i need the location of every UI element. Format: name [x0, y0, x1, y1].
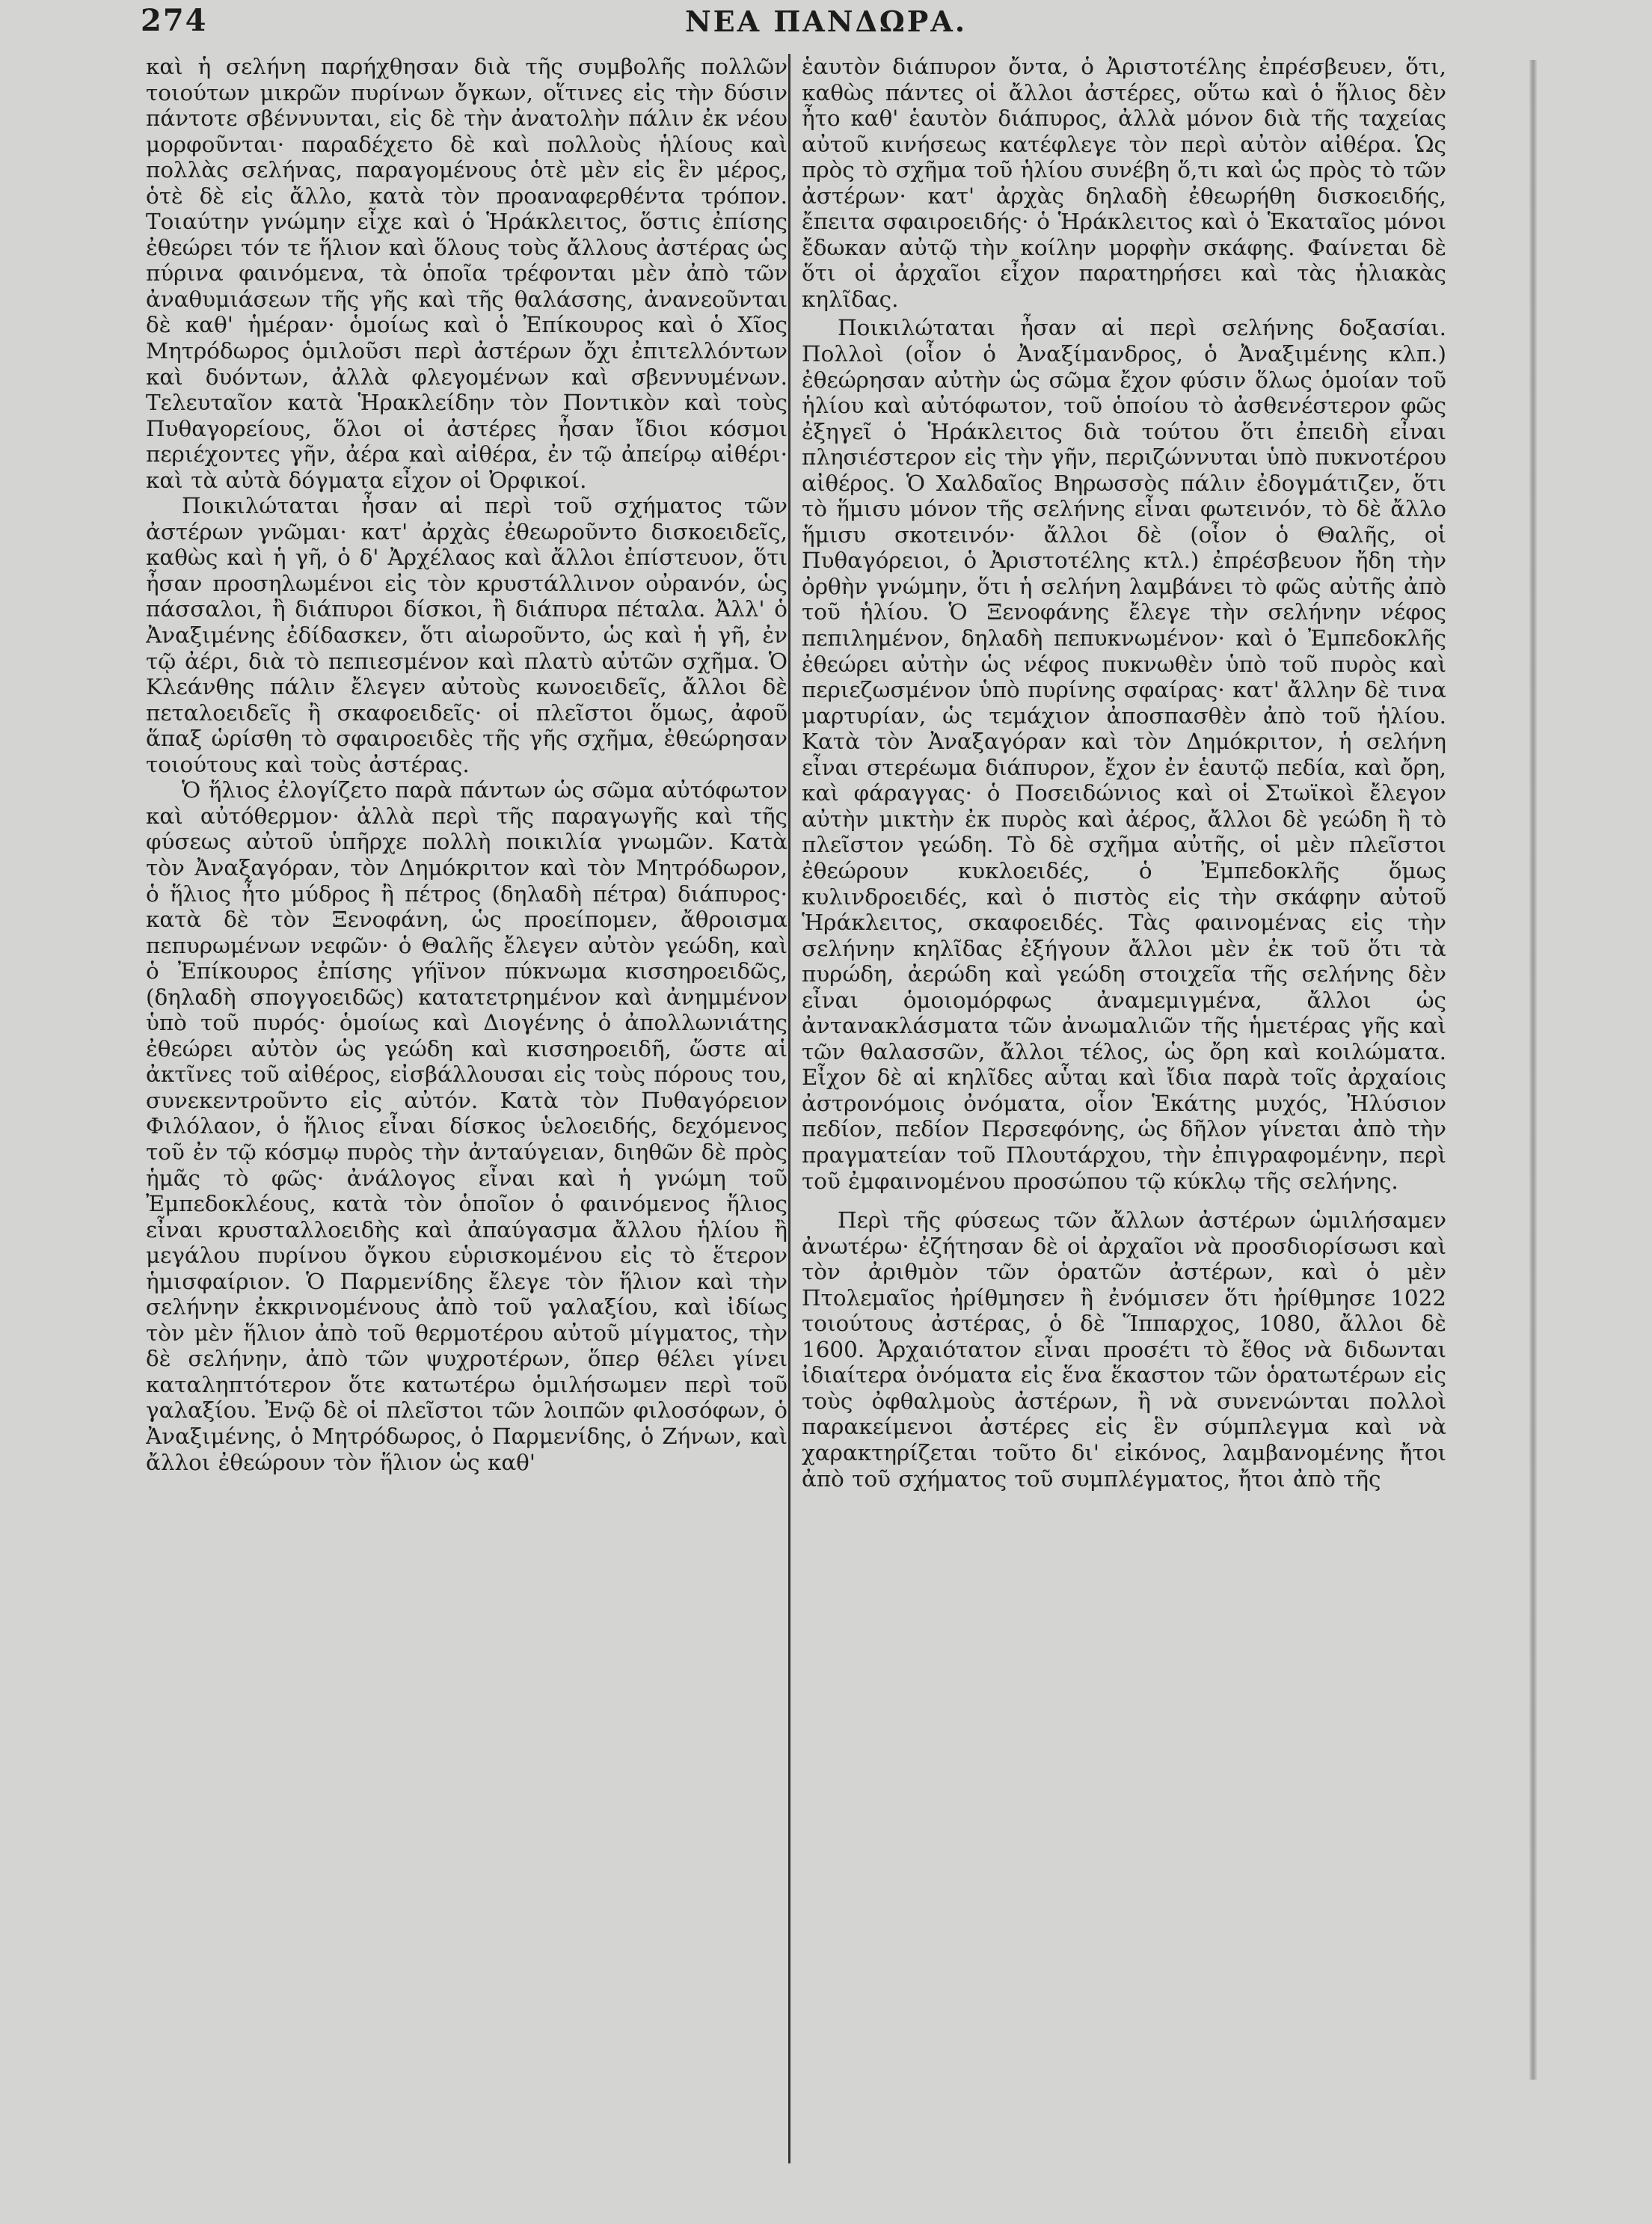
page-number: 274 [141, 3, 208, 38]
right-paragraph-3: Περὶ τῆς φύσεως τῶν ἄλλων ἀστέρων ὡμιλήσαμεν ἀνωτέρω· ἐζήτησαν δὲ οἱ ἀρχαῖοι νὰ προσδιορίσωσι καὶ τὸν ἀριθμὸν τῶν ὁρατῶν ἀστέρων, καὶ ὁ μὲν Πτολεμαῖος ἠρίθμησεν ἢ ἐνόμισεν ὅτι ἠρίθμησε 1022 τοιούτους ἀστέρας, ὁ δὲ Ἵππαρχος, 1080, ἄλλοι δὲ 1600. Ἀρχαιότατον εἶναι προσέτι τὸ ἔθος νὰ διδωνται ἰδιαίτερα ὀνόματα εἰς ἕνα ἕκαστον τῶν ὁρατωτέρων εἰς τοὺς ὀφθαλμοὺς ἀστέρων, ἢ νὰ συνενώνται πολλοὶ παρακείμενοι ἀστέρες εἰς ἓν σύμπλεγμα καὶ νὰ χαρακτηρίζεται τοῦτο δι' εἰκόνος, λαμβανομένης ἤτοι ἀπὸ τοῦ σχήματος τοῦ συμπλέγματος, ἤτοι ἀπὸ τῆς [802, 1207, 1446, 1492]
right-paragraph-2: Ποικιλώταται ἦσαν αἱ περὶ σελήνης δοξασίαι. Πολλοὶ (οἷον ὁ Ἀναξίμανδρος, ὁ Ἀναξιμένης κλπ.) ἐθεώρησαν αὐτὴν ὡς σῶμα ἔχον φύσιν ὅλως ὁμοίαν τοῦ ἡλίου καὶ αὐτόφωτον, τοῦ ὁποίου τὸ ἀσθενέστερον φῶς ἐξηγεῖ ὁ Ἡράκλειτος διὰ τούτου ὅτι ἐπειδὴ εἶναι πλησιέστερον εἰς τὴν γῆν, περιζώννυται ὑπὸ πυκνοτέρου αἰθέρος. Ὁ Χαλδαῖος Βηρωσσὸς πάλιν ἐδογμάτιζεν, ὅτι τὸ ἥμισυ μόνον τῆς σελήνης εἶναι φωτεινόν, τὸ δὲ ἄλλο ἥμισυ σκοτεινόν· ἄλλοι δὲ (οἷον ὁ Θαλῆς, οἱ Πυθαγόρειοι, ὁ Ἀριστοτέλης κτλ.) ἐπρέσβευον ἤδη τὴν ὀρθὴν γνώμην, ὅτι ἡ σελήνη λαμβάνει τὸ φῶς αὐτῆς ἀπὸ τοῦ ἡλίου. Ὁ Ξενοφάνης ἔλεγε τὴν σελήνην νέφος πεπιλημένον, δηλαδὴ πεπυκνωμένον· καὶ ὁ Ἐμπεδοκλῆς ἐθεώρει αὐτὴν ὡς νέφος πυκνωθὲν ὑπὸ τοῦ πυρὸς καὶ περιεζωσμένον ὑπὸ πυρίνης σφαίρας· κατ' ἄλλην δὲ τινα μαρτυρίαν, ὡς τεμάχιον ἀποσπασθὲν ἀπὸ τοῦ ἡλίου. Κατὰ τὸν Ἀναξαγόραν καὶ τὸν Δημόκριτον, ἡ σελήνη εἶναι στερέωμα διάπυρον, ἔχον ἐν ἑαυτῷ πεδία, καὶ ὄρη, καὶ φάραγγας· ὁ Ποσειδώνιος καὶ οἱ Στωϊκοὶ ἔλεγον αὐτὴν μικτὴν ἐκ πυρὸς καὶ ἀέρος, ἄλλοι δὲ γεώδη ἢ τὸ πλεῖστον γεώδη. Τὸ δὲ σχῆμα αὐτῆς, οἱ μὲν πλεῖστοι ἐθεώρουν κυκλοειδές, ὁ Ἐμπεδοκλῆς ὅμως κυλινδροειδές, καὶ ὁ πιστὸς εἰς τὴν σκάφην αὐτοῦ Ἡράκλειτος, σκαφοειδές. Τὰς φαινομένας εἰς τὴν σελήνην κηλῖδας ἐξήγουν ἄλλοι μὲν ἐκ τοῦ ὅτι τὰ πυρώδη, ἀερώδη καὶ γεώδη στοιχεῖα τῆς σελήνης δὲν εἶναι ὁμοιομόρφως ἀναμεμιγμένα, ἄλλοι ὡς ἀντανακλάσματα τῶν ἀνωμαλιῶν τῆς ἡμετέρας γῆς καὶ τῶν θαλασσῶν, ἄλλοι τέλος, ὡς ὄρη καὶ κοιλώματα. Εἶχον δὲ αἱ κηλῖδες αὗται καὶ ἴδια παρὰ τοῖς ἀρχαίοις ἀστρονόμοις ὀνόματα, οἷον Ἑκάτης μυχός, Ἠλύσιον πεδίον, πεδίον Περσεφόνης, ὡς δῆλον γίνεται ἀπὸ τὴν πραγματείαν τοῦ Πλουτάρχου, τὴν ἐπιγραφομένην, περὶ τοῦ ἐμφαινομένου προσώπου τῷ κύκλῳ τῆς σελήνης. [802, 315, 1446, 1194]
right-paragraph-1: ἑαυτὸν διάπυρον ὄντα, ὁ Ἀριστοτέλης ἐπρέσβευεν, ὅτι, καθὼς πάντες οἱ ἄλλοι ἀστέρες, οὕτω καὶ ὁ ἥλιος δὲν ἦτο καθ' ἑαυτὸν διάπυρος, ἀλλὰ μόνον διὰ τῆς ταχείας αὐτοῦ κινήσεως κατέφλεγε τὸν περὶ αὐτὸν αἰθέρα. Ὡς πρὸς τὸ σχῆμα τοῦ ἡλίου συνέβη ὅ,τι καὶ ὡς πρὸς τὸ τῶν ἀστέρων· κατ' ἀρχὰς δηλαδὴ ἐθεωρήθη δισκοειδής, ἔπειτα σφαιροειδής· ὁ Ἡράκλειτος καὶ ὁ Ἑκαταῖος μόνοι ἔδωκαν αὐτῷ τὴν κοίλην μορφὴν σκάφης. Φαίνεται δὲ ὅτι οἱ ἀρχαῖοι εἶχον παρατηρήσει καὶ τὰς ἡλιακὰς κηλῖδας. [802, 54, 1446, 312]
binding-shadow [1529, 60, 1537, 2080]
left-paragraph-1: καὶ ἡ σελήνη παρήχθησαν διὰ τῆς συμβολῆς πολλῶν τοιούτων μικρῶν πυρίνων ὄγκων, οἵτινες εἰς τὴν δύσιν πάντοτε σβέννυνται, εἰς δὲ τὴν ἀνατολὴν πάλιν ἐκ νέου μορφοῦνται· παραδέχετο δὲ καὶ πολλοὺς ἡλίους καὶ πολλὰς σελήνας, παραγομένους ὁτὲ μὲν εἰς ἓν μέρος, ὁτὲ δὲ εἰς ἄλλο, κατὰ τὸν προαναφερθέντα τρόπον. Τοιαύτην γνώμην εἶχε καὶ ὁ Ἡράκλειτος, ὅστις ἐπίσης ἐθεώρει τόν τε ἥλιον καὶ ὅλους τοὺς ἄλλους ἀστέρας ὡς πύρινα φαινόμενα, τὰ ὁποῖα τρέφονται μὲν ἀπὸ τῶν ἀναθυμιάσεων τῆς γῆς καὶ τῆς θαλάσσης, ἀνανεοῦνται δὲ καθ' ἡμέραν· ὁμοίως καὶ ὁ Ἐπίκουρος καὶ ὁ Χῖος Μητρόδωρος ὁμιλοῦσι περὶ ἀστέρων ὄχι ἐπιτελλόντων καὶ δυόντων, ἀλλὰ φλεγομένων καὶ σβεννυμένων. Τελευταῖον κατὰ Ἡρακλείδην τὸν Ποντικὸν καὶ τοὺς Πυθαγορείους, ὅλοι οἱ ἀστέρες ἦσαν ἴδιοι κόσμοι περιέχοντες γῆν, ἀέρα καὶ αἰθέρα, ἐν τῷ ἀπείρῳ αἰθέρι· καὶ τὰ αὐτὰ δόγματα εἶχον οἱ Ὀρφικοί. [146, 54, 787, 493]
column-divider [788, 54, 790, 2163]
left-paragraph-3: Ὁ ἥλιος ἐλογίζετο παρὰ πάντων ὡς σῶμα αὐτόφωτον καὶ αὐτόθερμον· ἀλλὰ περὶ τῆς παραγωγῆς καὶ τῆς φύσεως αὐτοῦ ὑπῆρχε πολλὴ ποικιλία γνωμῶν. Κατὰ τὸν Ἀναξαγόραν, τὸν Δημόκριτον καὶ τὸν Μητρόδωρον, ὁ ἥλιος ἦτο μύδρος ἢ πέτρος (δηλαδὴ πέτρα) διάπυρος· κατὰ δὲ τὸν Ξενοφάνη, ὡς προείπομεν, ἄθροισμα πεπυρωμένων νεφῶν· ὁ Θαλῆς ἔλεγεν αὐτὸν γεώδη, καὶ ὁ Ἐπίκουρος ἐπίσης γήϊνον πύκνωμα κισσηροειδῶς, (δηλαδὴ σπογγοειδῶς) κατατετρημένον καὶ ἀνημμένον ὑπὸ τοῦ πυρός· ὁμοίως καὶ Διογένης ὁ ἀπολλωνιάτης ἐθεώρει αὐτὸν ὡς γεώδη καὶ κισσηροειδῆ, ὥστε αἱ ἀκτῖνες τοῦ αἰθέρος, εἰσβάλλουσαι εἰς τοὺς πόρους του, συνεκεντροῦντο εἰς αὐτόν. Κατὰ τὸν Πυθαγόρειον Φιλόλαον, ὁ ἥλιος εἶναι δίσκος ὑελοειδής, δεχόμενος τοῦ ἐν τῷ κόσμῳ πυρὸς τὴν ἀνταύγειαν, διηθῶν δὲ πρὸς ἡμᾶς τὸ φῶς· ἀνάλογος εἶναι καὶ ἡ γνώμη τοῦ Ἐμπεδοκλέους, κατὰ τὸν ὁποῖον ὁ φαινόμενος ἥλιος εἶναι κρυσταλλοειδὴς καὶ ἀπαύγασμα ἄλλου ἡλίου ἢ μεγάλου πυρίνου ὄγκου εὑρισκομένου εἰς τὸ ἕτερον ἡμισφαίριον. Ὁ Παρμενίδης ἔλεγε τὸν ἥλιον καὶ τὴν σελήνην ἐκκρινομένους ἀπὸ τοῦ γαλαξίου, καὶ ἰδίως τὸν μὲν ἥλιον ἀπὸ τοῦ θερμοτέρου αὐτοῦ μίγματος, τὴν δὲ σελήνην, ἀπὸ τῶν ψυχροτέρων, ὅπερ θέλει γίνει καταληπτότερον ὅτε κατωτέρω ὁμιλήσωμεν περὶ τοῦ γαλαξίου. Ἐνῷ δὲ οἱ πλεῖστοι τῶν λοιπῶν φιλοσόφων, ὁ Ἀναξιμένης, ὁ Μητρόδωρος, ὁ Παρμενίδης, ὁ Ζήνων, καὶ ἄλλοι ἐθεώρουν τὸν ἥλιον ὡς καθ' [146, 777, 787, 1475]
left-paragraph-2: Ποικιλώταται ἦσαν αἱ περὶ τοῦ σχήματος τῶν ἀστέρων γνῶμαι· κατ' ἀρχὰς ἐθεωροῦντο δισκοειδεῖς, καθὼς καὶ ἡ γῆ, ὁ δ' Ἀρχέλαος καὶ ἄλλοι ἐπίστευον, ὅτι ἦσαν προσηλωμένοι εἰς τὸν κρυστάλλινον οὐρανόν, ὡς πάσσαλοι, ἢ διάπυροι δίσκοι, ἢ διάπυρα πέταλα. Ἀλλ' ὁ Ἀναξιμένης ἐδίδασκεν, ὅτι αἰωροῦντο, ὡς καὶ ἡ γῆ, ἐν τῷ ἀέρι, διὰ τὸ πεπιεσμένον καὶ πλατὺ αὐτῶν σχῆμα. Ὁ Κλεάνθης πάλιν ἔλεγεν αὐτοὺς κωνοειδεῖς, ἄλλοι δὲ πεταλοειδεῖς ἢ σκαφοειδεῖς· οἱ πλεῖστοι ὅμως, ἀφοῦ ἅπαξ ὡρίσθη τὸ σφαιροειδὲς τῆς γῆς σχῆμα, ἐθεώρησαν τοιούτους καὶ τοὺς ἀστέρας. [146, 493, 787, 777]
page-header [0, 0, 1652, 54]
right-column [802, 54, 1446, 1492]
left-column [146, 54, 787, 1475]
running-title: ΝΕΑ ΠΑΝΔΩΡΑ. [684, 4, 968, 38]
